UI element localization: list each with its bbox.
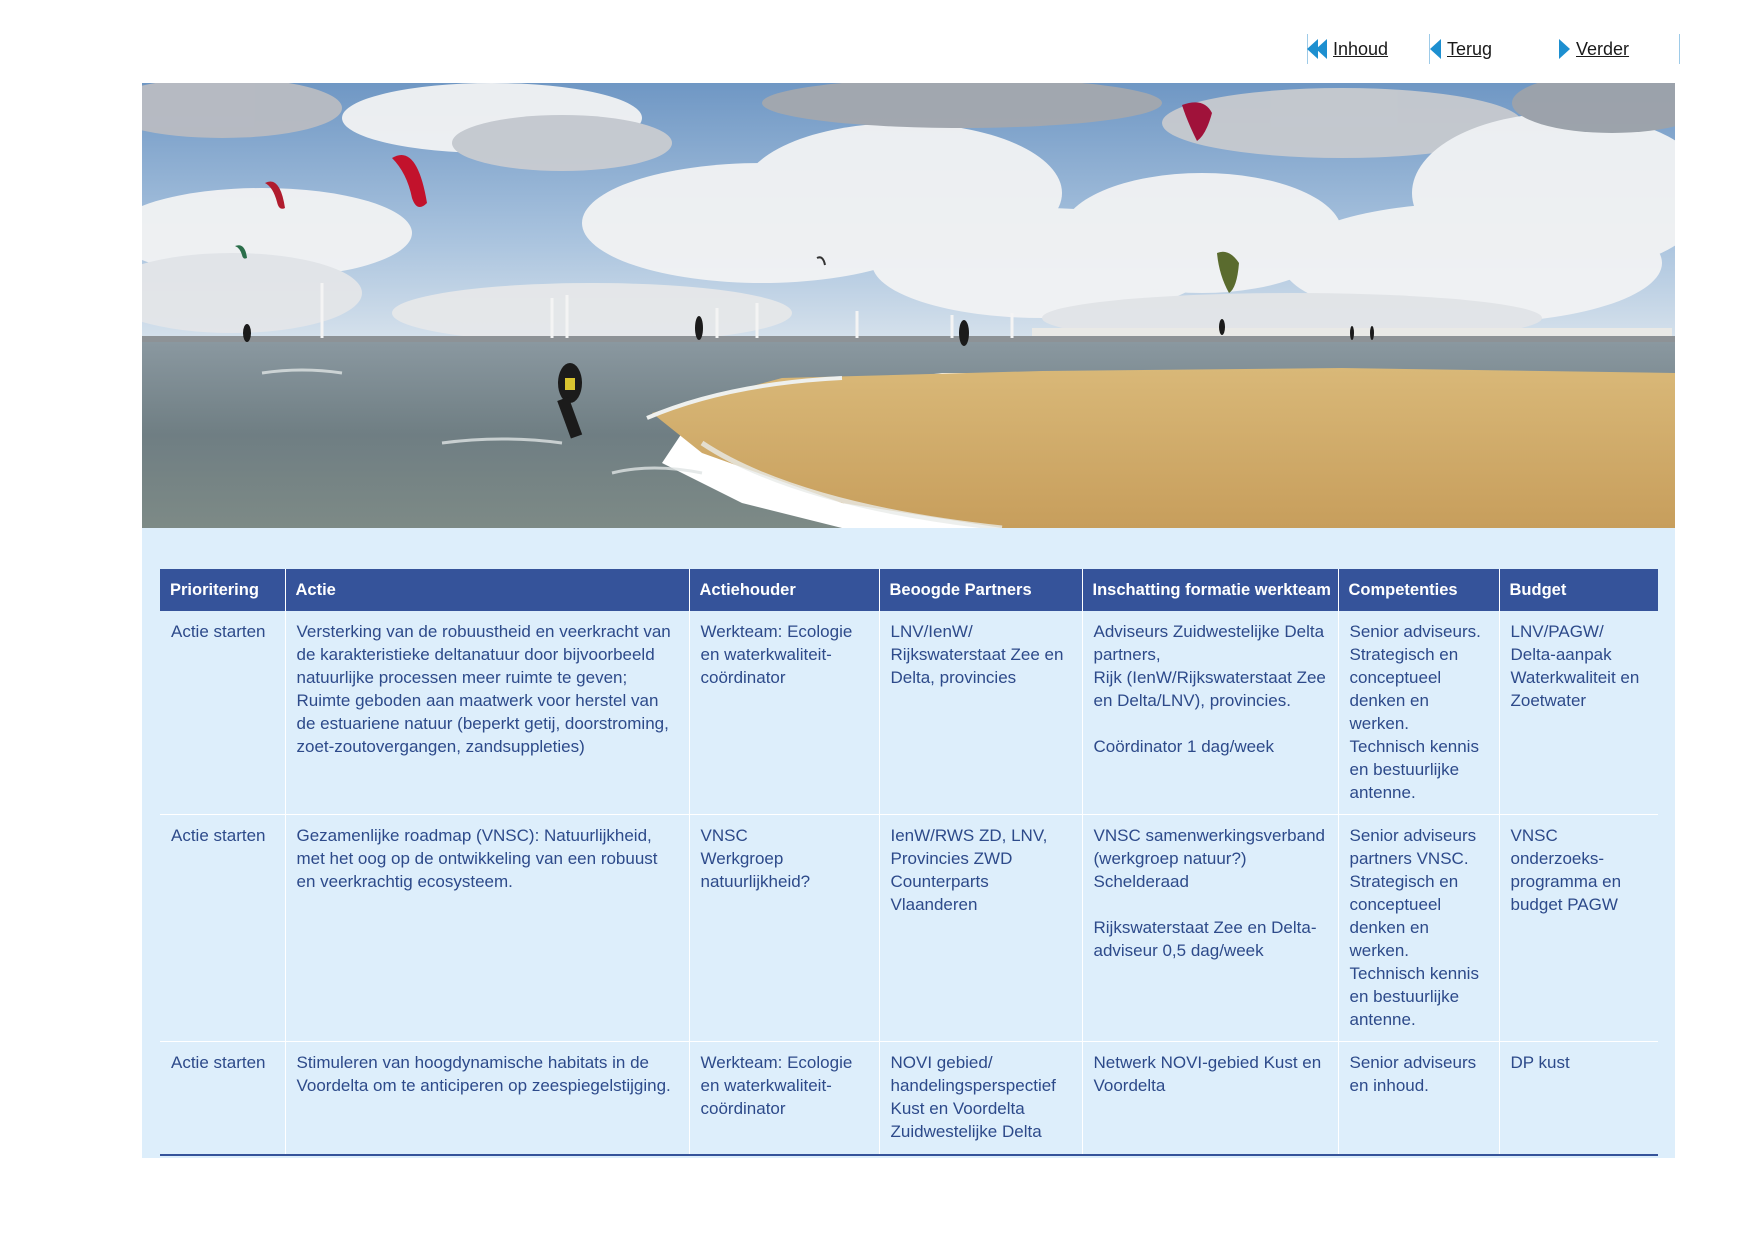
column-header-actiehouder: Actiehouder [689, 569, 879, 611]
next-link-label: Verder [1576, 38, 1630, 59]
cell-beoogde-partners: NOVI gebied/ handelingsperspectief Kust en Voordelta Zuidwestelijke Delta [879, 1042, 1082, 1155]
cell-actiehouder: VNSC Werkgroep natuurlijkheid? [689, 815, 879, 1042]
double-arrow-left-icon [1307, 39, 1327, 59]
cell-prioritering: Actie starten [160, 815, 285, 1042]
cell-actie: Versterking van de robuustheid en veerkracht van de karakteristieke deltanatuur door bijvoorbeeld natuurlijke processen meer ruimte te geven; Ruimte geboden aan maatwerk voor herstel van de estuariene natuur (beperkt getij, doorstroming, zoet-zoutovergangen, zandsuppleties) [285, 611, 689, 815]
column-header-inschatting-formatie: Inschatting formatie werkteam [1082, 569, 1338, 611]
back-link[interactable] [1430, 36, 1492, 62]
contents-link[interactable] [1307, 36, 1388, 62]
contents-link-label: Inhoud [1333, 38, 1389, 59]
back-link-label: Terug [1447, 38, 1493, 59]
arrow-left-icon [1430, 39, 1441, 59]
column-header-competenties: Competenties [1338, 569, 1499, 611]
cell-inschatting-formatie: Netwerk NOVI-gebied Kust en Voordelta [1082, 1042, 1338, 1155]
top-navigation [1307, 30, 1680, 66]
table-row [160, 1042, 1658, 1155]
cell-competenties: Senior adviseurs en inhoud. [1338, 1042, 1499, 1155]
cell-prioritering: Actie starten [160, 611, 285, 815]
cell-inschatting-formatie: Adviseurs Zuidwestelijke Delta partners, Rijk (IenW/Rijkswaterstaat Zee en Delta/LNV), provincies. Coördinator 1 dag/week [1082, 611, 1338, 815]
cell-competenties: Senior adviseurs. Strategisch en conceptueel denken en werken. Technisch kennis en bestuurlijke antenne. [1338, 611, 1499, 815]
cell-beoogde-partners: LNV/IenW/ Rijkswaterstaat Zee en Delta, provincies [879, 611, 1082, 815]
cell-prioritering: Actie starten [160, 1042, 285, 1155]
kitesurf-beach-photo [142, 83, 1675, 528]
cell-actie: Stimuleren van hoogdynamische habitats in de Voordelta om te anticiperen op zeespiegelstijging. [285, 1042, 689, 1155]
cell-beoogde-partners: IenW/RWS ZD, LNV, Provincies ZWD Counterparts Vlaanderen [879, 815, 1082, 1042]
table-row [160, 815, 1658, 1042]
nav-separator [1679, 34, 1680, 64]
column-header-prioritering: Prioritering [160, 569, 285, 611]
column-header-beoogde-partners: Beoogde Partners [879, 569, 1082, 611]
arrow-right-icon [1559, 39, 1570, 59]
next-link[interactable] [1559, 36, 1629, 62]
cell-actiehouder: Werkteam: Ecologie en waterkwaliteit-coördinator [689, 611, 879, 815]
cell-budget: VNSC onderzoeks-programma en budget PAGW [1499, 815, 1658, 1042]
column-header-budget: Budget [1499, 569, 1658, 611]
table-header-row [160, 569, 1658, 611]
cell-budget: LNV/PAGW/ Delta-aanpak Waterkwaliteit en Zoetwater [1499, 611, 1658, 815]
cell-budget: DP kust [1499, 1042, 1658, 1155]
cell-competenties: Senior adviseurs partners VNSC. Strategisch en conceptueel denken en werken. Technisch kennis en bestuurlijke antenne. [1338, 815, 1499, 1042]
cell-inschatting-formatie: VNSC samenwerkingsverband (werkgroep natuur?) Schelderaad Rijkswaterstaat Zee en Delta-adviseur 0,5 dag/week [1082, 815, 1338, 1042]
column-header-actie: Actie [285, 569, 689, 611]
actions-table [160, 569, 1658, 1156]
table-row [160, 611, 1658, 815]
cell-actiehouder: Werkteam: Ecologie en waterkwaliteit-coördinator [689, 1042, 879, 1155]
cell-actie: Gezamenlijke roadmap (VNSC): Natuurlijkheid, met het oog op de ontwikkeling van een robuust en veerkrachtig ecosysteem. [285, 815, 689, 1042]
